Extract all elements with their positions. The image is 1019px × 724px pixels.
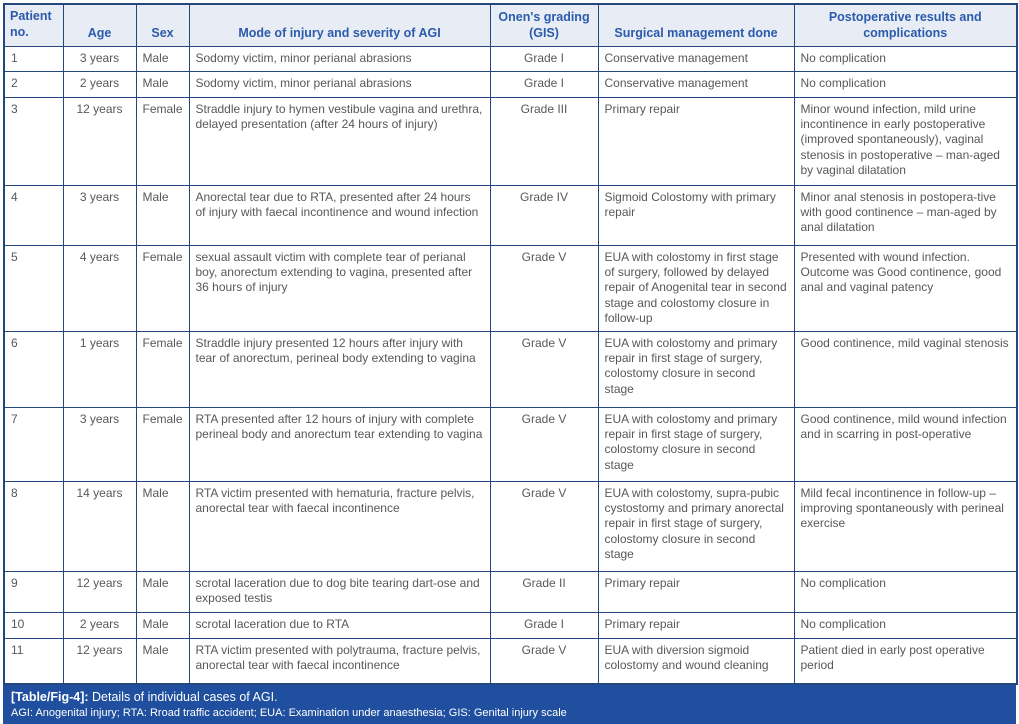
surgical-management-cell: Primary repair <box>598 612 794 638</box>
age-cell: 2 years <box>63 71 136 97</box>
grade-cell: Grade V <box>490 638 598 684</box>
surgical-management-cell: EUA with diversion sigmoid colostomy and wound cleaning <box>598 638 794 684</box>
header-surgical-management: Surgical management done <box>598 4 794 46</box>
grade-cell: Grade V <box>490 245 598 331</box>
surgical-management-cell: EUA with colostomy and primary repair in first stage of surgery, colostomy closure in second stage <box>598 331 794 407</box>
surgical-management-cell: Primary repair <box>598 97 794 185</box>
table-row <box>4 407 1017 481</box>
sex-cell: Female <box>136 245 189 331</box>
mode-of-injury-cell: RTA presented after 12 hours of injury with complete perineal body and anorectum tear extending to vagina <box>189 407 490 481</box>
header-postoperative-results: Postoperative results and complications <box>794 4 1017 46</box>
grade-cell: Grade I <box>490 612 598 638</box>
mode-of-injury-cell: Straddle injury to hymen vestibule vagina and urethra, delayed presentation (after 24 hours of injury) <box>189 97 490 185</box>
table-caption-bar <box>3 685 1016 724</box>
surgical-management-cell: Conservative management <box>598 46 794 71</box>
surgical-management-cell: EUA with colostomy, supra-pubic cystostomy and primary anorectal repair in first stage of surgery, colostomy closure in second stage <box>598 481 794 571</box>
postop-results-cell: No complication <box>794 71 1017 97</box>
table-body <box>4 46 1017 684</box>
table-caption-label: [Table/Fig-4]: <box>11 690 89 704</box>
mode-of-injury-cell: Sodomy victim, minor perianal abrasions <box>189 46 490 71</box>
grade-cell: Grade I <box>490 46 598 71</box>
patient-no-cell: 11 <box>4 638 63 684</box>
postop-results-cell: Good continence, mild vaginal stenosis <box>794 331 1017 407</box>
table-caption-text: Details of individual cases of AGI. <box>92 690 278 704</box>
age-cell: 12 years <box>63 571 136 612</box>
header-row <box>4 4 1017 46</box>
sex-cell: Female <box>136 331 189 407</box>
table-header <box>4 4 1017 46</box>
agi-cases-table <box>3 3 1018 685</box>
patient-no-cell: 3 <box>4 97 63 185</box>
sex-cell: Male <box>136 185 189 245</box>
patient-no-cell: 10 <box>4 612 63 638</box>
mode-of-injury-cell: Straddle injury presented 12 hours after injury with tear of anorectum, perineal body extending to vagina <box>189 331 490 407</box>
patient-no-cell: 5 <box>4 245 63 331</box>
table-row <box>4 245 1017 331</box>
table-row <box>4 612 1017 638</box>
table-caption <box>11 689 1008 705</box>
age-cell: 4 years <box>63 245 136 331</box>
postop-results-cell: Minor anal stenosis in postopera-tive with good continence – man-aged by anal dilatation <box>794 185 1017 245</box>
surgical-management-cell: Conservative management <box>598 71 794 97</box>
mode-of-injury-cell: scrotal laceration due to RTA <box>189 612 490 638</box>
table-row <box>4 97 1017 185</box>
header-mode-of-injury: Mode of injury and severity of AGI <box>189 4 490 46</box>
patient-no-cell: 1 <box>4 46 63 71</box>
patient-no-cell: 8 <box>4 481 63 571</box>
age-cell: 12 years <box>63 97 136 185</box>
age-cell: 3 years <box>63 407 136 481</box>
surgical-management-cell: Primary repair <box>598 571 794 612</box>
mode-of-injury-cell: Sodomy victim, minor perianal abrasions <box>189 71 490 97</box>
table-row <box>4 571 1017 612</box>
table-row <box>4 71 1017 97</box>
postop-results-cell: No complication <box>794 46 1017 71</box>
mode-of-injury-cell: RTA victim presented with polytrauma, fracture pelvis, anorectal tear with faecal incontinence <box>189 638 490 684</box>
header-onens-grading: Onen's grading (GIS) <box>490 4 598 46</box>
age-cell: 2 years <box>63 612 136 638</box>
sex-cell: Male <box>136 612 189 638</box>
age-cell: 3 years <box>63 185 136 245</box>
patient-no-cell: 6 <box>4 331 63 407</box>
grade-cell: Grade V <box>490 481 598 571</box>
age-cell: 12 years <box>63 638 136 684</box>
postop-results-cell: Presented with wound infection. Outcome was Good continence, good anal and vaginal patency <box>794 245 1017 331</box>
age-cell: 14 years <box>63 481 136 571</box>
sex-cell: Male <box>136 481 189 571</box>
sex-cell: Female <box>136 407 189 481</box>
mode-of-injury-cell: Anorectal tear due to RTA, presented after 24 hours of injury with faecal incontinence and wound infection <box>189 185 490 245</box>
age-cell: 1 years <box>63 331 136 407</box>
surgical-management-cell: EUA with colostomy and primary repair in first stage of surgery, colostomy closure in second stage <box>598 407 794 481</box>
grade-cell: Grade V <box>490 331 598 407</box>
surgical-management-cell: EUA with colostomy in first stage of surgery, followed by delayed repair of Anogenital tear in second stage and colostomy closure in follow-up <box>598 245 794 331</box>
postop-results-cell: Mild fecal incontinence in follow-up – improving spontaneously with perineal exercise <box>794 481 1017 571</box>
table-row <box>4 331 1017 407</box>
grade-cell: Grade III <box>490 97 598 185</box>
mode-of-injury-cell: sexual assault victim with complete tear of perianal boy, anorectum extending to vagina, presented after 36 hours of injury <box>189 245 490 331</box>
table-row <box>4 638 1017 684</box>
age-cell: 3 years <box>63 46 136 71</box>
table-row <box>4 481 1017 571</box>
table-row <box>4 46 1017 71</box>
sex-cell: Male <box>136 71 189 97</box>
postop-results-cell: Patient died in early post operative period <box>794 638 1017 684</box>
surgical-management-cell: Sigmoid Colostomy with primary repair <box>598 185 794 245</box>
postop-results-cell: No complication <box>794 612 1017 638</box>
sex-cell: Male <box>136 571 189 612</box>
patient-no-cell: 2 <box>4 71 63 97</box>
header-age: Age <box>63 4 136 46</box>
header-patient-no: Patient no. <box>4 4 63 46</box>
grade-cell: Grade I <box>490 71 598 97</box>
sex-cell: Male <box>136 638 189 684</box>
table-row <box>4 185 1017 245</box>
postop-results-cell: Minor wound infection, mild urine incontinence in early postoperative (improved spontaneously), vaginal stenosis in postoperative – man-aged by vaginal dilatation <box>794 97 1017 185</box>
postop-results-cell: No complication <box>794 571 1017 612</box>
sex-cell: Male <box>136 46 189 71</box>
mode-of-injury-cell: scrotal laceration due to dog bite tearing dart-ose and exposed testis <box>189 571 490 612</box>
abbreviations-text: AGI: Anogenital injury; RTA: Rroad traffic accident; EUA: Examination under anaesthesia; GIS: Genital injury scale <box>11 707 567 720</box>
grade-cell: Grade II <box>490 571 598 612</box>
sex-cell: Female <box>136 97 189 185</box>
patient-no-cell: 7 <box>4 407 63 481</box>
patient-no-cell: 4 <box>4 185 63 245</box>
grade-cell: Grade IV <box>490 185 598 245</box>
mode-of-injury-cell: RTA victim presented with hematuria, fracture pelvis, anorectal tear with faecal incontinence <box>189 481 490 571</box>
grade-cell: Grade V <box>490 407 598 481</box>
postop-results-cell: Good continence, mild wound infection and in scarring in post-operative <box>794 407 1017 481</box>
patient-no-cell: 9 <box>4 571 63 612</box>
header-sex: Sex <box>136 4 189 46</box>
